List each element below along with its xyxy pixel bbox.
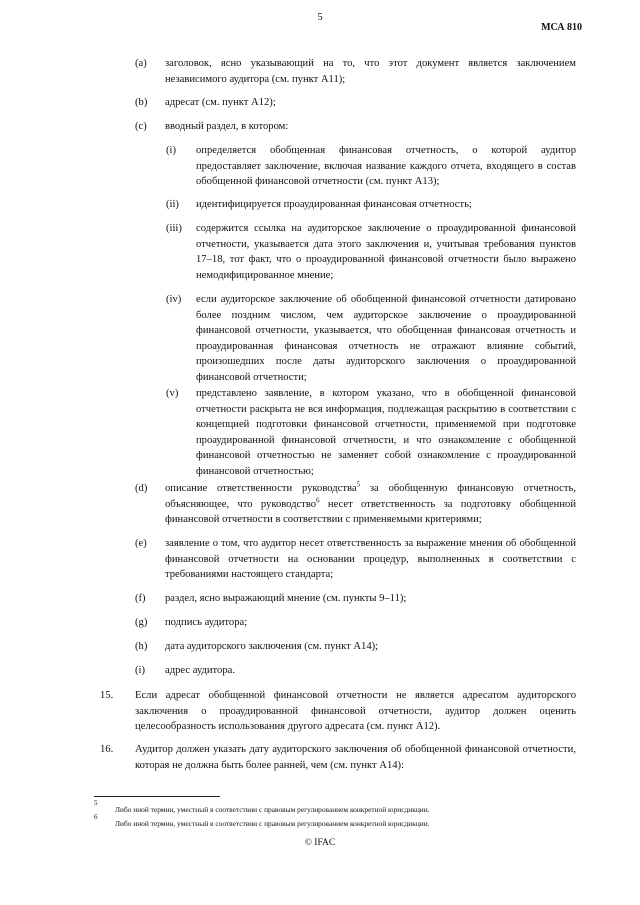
footnote-divider	[94, 796, 220, 797]
item-d-label: (d)	[135, 483, 148, 494]
subitem-iv-label: (iv)	[166, 294, 182, 305]
item-i-label: (i)	[135, 665, 145, 676]
footnote-6-mark: 6	[94, 813, 98, 821]
page-number: 5	[317, 12, 323, 23]
item-d-text: описание ответственности руководства$^5$ за обобщенную финансовую отчетность, объясняющее, что руководство$^6$ несет ответственность за подготовку обобщенной финансовой отчетности в соответствии с применяемыми критериями;	[165, 480, 576, 526]
paragraph-16-text: Аудитор должен указать дату аудиторского заключения об обобщенной финансовой отчетности, которая не должна быть более ранней, чем (см. пункт A14):	[135, 744, 576, 771]
item-e-label: (e)	[135, 538, 147, 549]
item-f-label: (f)	[135, 593, 146, 604]
subitem-iv-text: если аудиторское заключение об обобщенной финансовой отчетности датировано более поздним числом, чем аудиторское заключение о проаудированной финансовой отчетности, указывается, что обобщенная финансовая отчетность и проаудированная финансовая отчетность не отражают влияние событий, произошедших после даты аудиторского заключения о проаудированной финансовой отчетности;	[196, 294, 576, 383]
paragraph-16-number: 16.	[100, 744, 114, 755]
paragraph-15-number: 15.	[100, 690, 114, 701]
footnote-5-text: Либо иной термин, уместный в соответствии с правовым регулированием конкретной юрисдикции.	[115, 805, 430, 814]
paragraph-15-text: Если адресат обобщенной финансовой отчетности не является адресатом аудиторского заключения о проаудированной финансовой отчетности, аудитор должен оценить целесообразность использования другого адресата (см. пункт A12).	[135, 690, 576, 733]
subitem-i-text: определяется обобщенная финансовая отчетность, о которой аудитор предоставляет заключение, включая название каждого отчета, входящего в состав обобщенной финансовой отчетности (см. пункт A13);	[196, 145, 576, 188]
footer-copyright: © IFAC	[304, 838, 336, 848]
item-b-text: адресат (см. пункт A12);	[165, 97, 276, 108]
subitem-ii-text: идентифицируется проаудированная финансовая отчетность;	[196, 199, 472, 210]
footnote-ref-5: 5	[356, 480, 361, 489]
footnote-ref-6: 6	[316, 496, 320, 505]
item-b-label: (b)	[135, 97, 148, 108]
item-h-label: (h)	[135, 641, 148, 652]
item-c-text: вводный раздел, в котором:	[165, 121, 289, 132]
item-i-text: адрес аудитора.	[165, 665, 235, 676]
standard-code: МСА 810	[541, 22, 582, 33]
item-e-text: заявление о том, что аудитор несет ответственность за выражение мнения об обобщенной финансовой отчетности на основании процедур, выполненных в соответствии с требованиями настоящего стандарта;	[165, 538, 576, 581]
item-f-text: раздел, ясно выражающий мнение (см. пункты 9–11);	[165, 593, 407, 604]
item-c-label: (c)	[135, 121, 147, 132]
subitem-ii-label: (ii)	[166, 199, 179, 210]
item-a-label: (a)	[135, 58, 147, 69]
footnote-6-text: Либо иной термин, уместный в соответствии с правовым регулированием конкретной юрисдикции.	[115, 819, 430, 828]
subitem-iii-text: содержится ссылка на аудиторское заключение о проаудированной финансовой отчетности, указывается дата этого заключения и, учитывая требования пунктов 17–18, тот факт, что о проаудированной финансовой отчетности было выражено немодифицированное мнение;	[196, 223, 576, 281]
footnote-5-mark: 5	[94, 799, 98, 807]
item-g-label: (g)	[135, 617, 148, 628]
subitem-i-label: (i)	[166, 145, 176, 156]
subitem-v-label: (v)	[166, 388, 179, 399]
item-h-text: дата аудиторского заключения (см. пункт A14);	[165, 641, 379, 652]
subitem-iii-label: (iii)	[166, 223, 182, 234]
item-a-text: заголовок, ясно указывающий на то, что этот документ является заключением независимого аудитора (см. пункт A11);	[165, 58, 576, 85]
subitem-v-text: представлено заявление, в котором указано, что в обобщенной финансовой отчетности раскрыта не вся информация, подлежащая раскрытию в соответствии с концепцией подготовки финансовой отчетности, применяемой при подготовке проаудированной финансовой отчетности, и что ознакомление с обобщенной финансовой отчетностью не заменяет собой ознакомление с проаудированной финансовой отчетностью;	[196, 388, 576, 477]
item-g-text: подпись аудитора;	[165, 617, 248, 628]
